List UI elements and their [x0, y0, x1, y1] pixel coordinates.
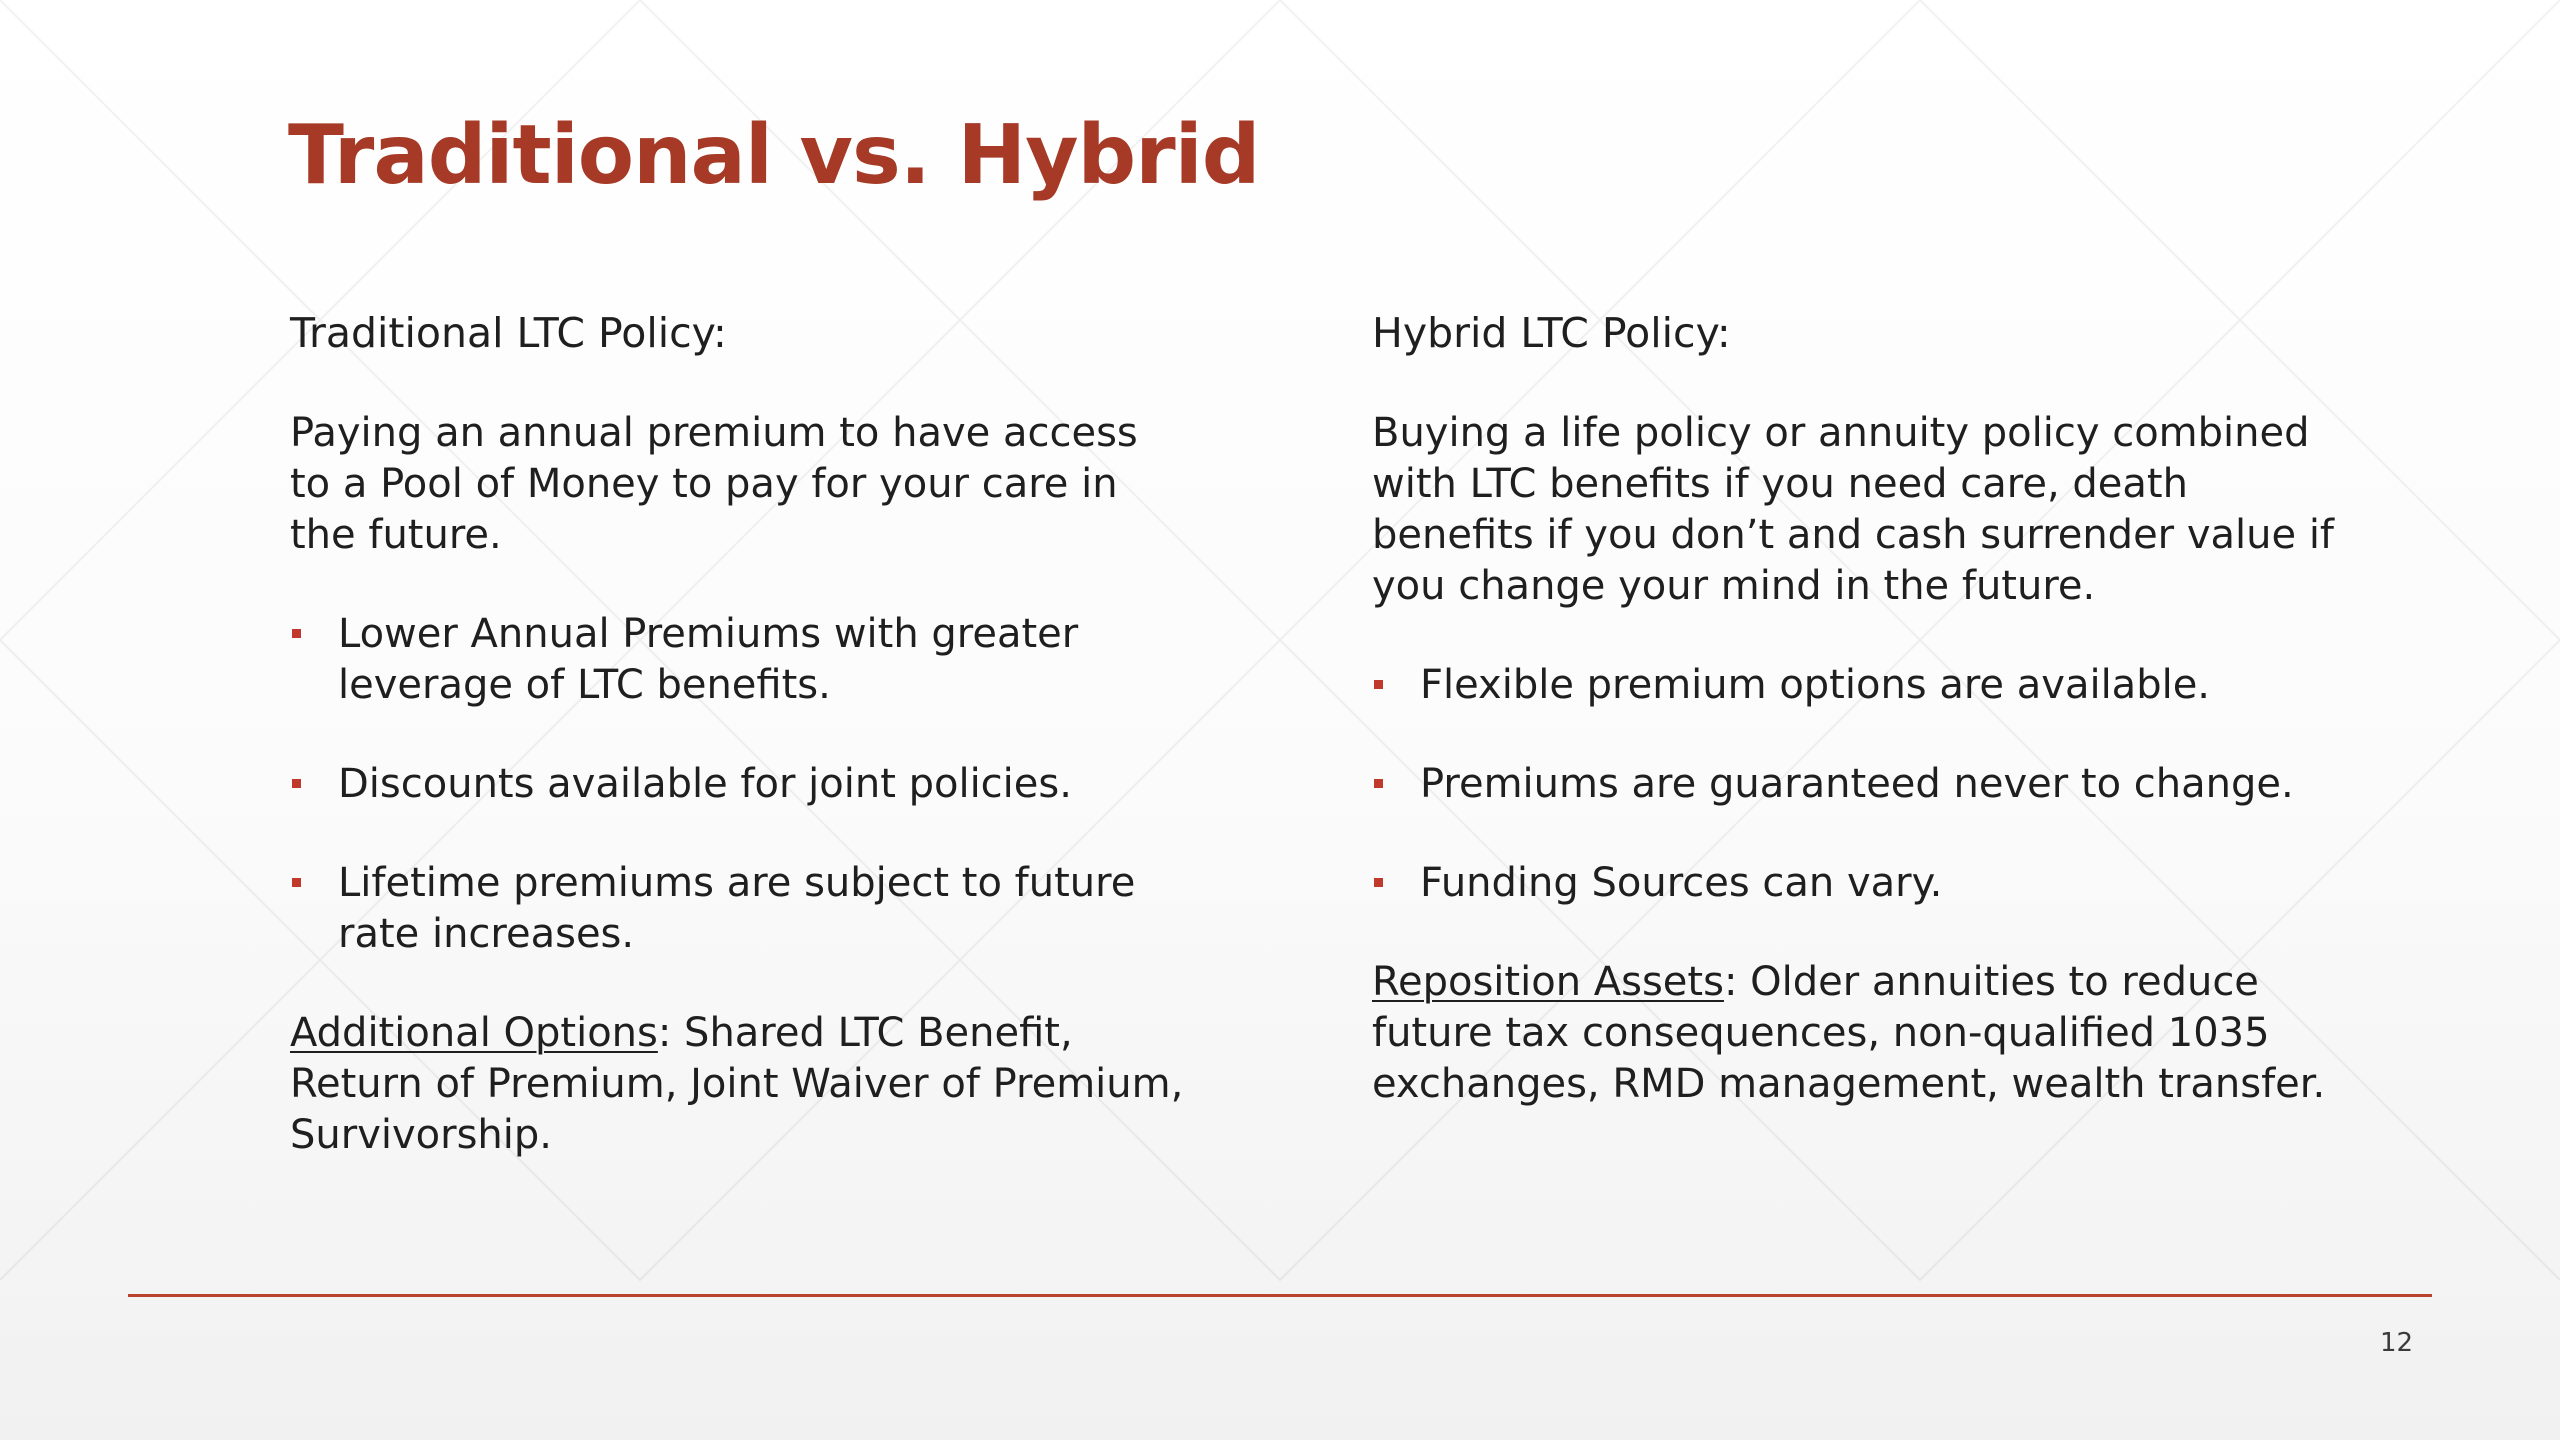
bullet-text: Lifetime premiums are subject to future rate increases. [338, 860, 1136, 957]
square-bullet-icon [1374, 878, 1383, 887]
bullet-text: Discounts available for joint policies. [338, 761, 1072, 807]
footer-divider [128, 1294, 2432, 1297]
traditional-intro: Paying an annual premium to have access to a Pool of Money to pay for your care in the future. [290, 410, 1138, 558]
hybrid-heading: Hybrid LTC Policy: [1372, 309, 1731, 357]
slide-title: Traditional vs. Hybrid [288, 108, 1260, 203]
square-bullet-icon [292, 779, 301, 788]
reposition-assets-label: Reposition Assets [1372, 959, 1724, 1005]
bullet-text: Premiums are guaranteed never to change. [1420, 761, 2294, 807]
hybrid-column [1372, 308, 2352, 1158]
square-bullet-icon [292, 629, 301, 638]
traditional-heading: Traditional LTC Policy: [290, 309, 727, 357]
bullet-text: Lower Annual Premiums with greater leverage of LTC benefits. [338, 611, 1079, 708]
bullet-text: Funding Sources can vary. [1420, 860, 1943, 906]
additional-options-label: Additional Options [290, 1010, 658, 1056]
list-item [1372, 759, 2352, 810]
square-bullet-icon [1374, 680, 1383, 689]
square-bullet-icon [1374, 779, 1383, 788]
list-item [290, 609, 1190, 711]
list-item [290, 858, 1190, 960]
list-item [290, 759, 1190, 810]
reposition-assets-note [1372, 957, 2352, 1110]
reposition-assets-text: : Older annuities to reduce future tax consequences, non-qualified 1035 exchanges, RMD management, wealth transfer. [1372, 959, 2326, 1107]
hybrid-intro: Buying a life policy or annuity policy combined with LTC benefits if you need care, death benefits if you don’t and cash surrender value if you change your mind in the future. [1372, 410, 2335, 609]
page-number: 12 [2380, 1328, 2414, 1358]
square-bullet-icon [292, 878, 301, 887]
bullet-text: Flexible premium options are available. [1420, 662, 2211, 708]
hybrid-bullet-list [1372, 660, 2352, 909]
traditional-bullet-list [290, 609, 1190, 960]
additional-options-note [290, 1008, 1190, 1161]
additional-options-text: : Shared LTC Benefit, Return of Premium, Joint Waiver of Premium, Survivorship. [290, 1010, 1184, 1158]
traditional-column [290, 308, 1190, 1209]
list-item [1372, 660, 2352, 711]
list-item [1372, 858, 2352, 909]
